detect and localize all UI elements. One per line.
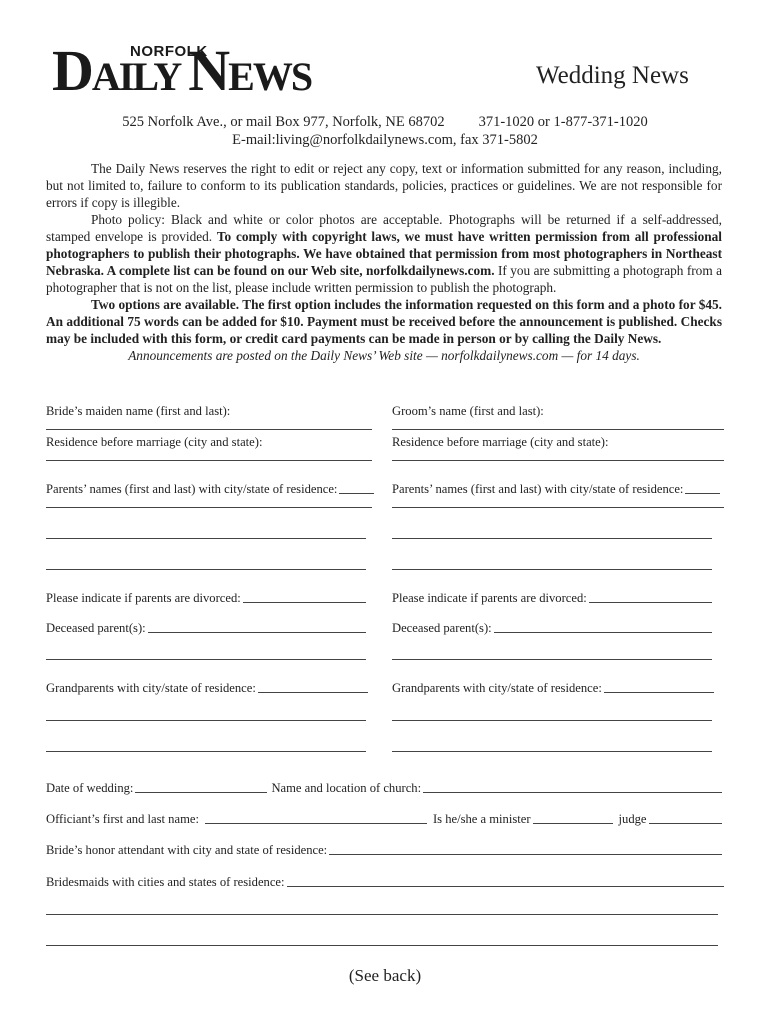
bride-grandparents-label: Grandparents with city/state of residence: [46, 681, 256, 695]
bride-residence-field[interactable] [46, 432, 366, 450]
minister-label: Is he/she a minister [432, 812, 531, 826]
judge-label: judge [618, 812, 647, 826]
logo-word-ews: EWS [228, 54, 312, 99]
church-line[interactable] [423, 791, 722, 793]
logo-letter-n: N [188, 38, 229, 103]
intro-text [46, 160, 722, 364]
phone-numbers: 371-1020 or 1-877-371-1020 [478, 114, 648, 130]
groom-name-label: Groom’s name (first and last): [392, 404, 544, 418]
minister-line[interactable] [533, 822, 613, 824]
editing-policy: The Daily News reserves the right to edit or reject any copy, text or information submitted for any reason, including, but not limited to, failure to conform to its publication standards, policies, practices or guidelines. We are not responsible for errors if copy is illegible. [46, 161, 722, 210]
bride-deceased-label: Deceased parent(s): [46, 621, 146, 635]
bridesmaids-field[interactable] [46, 872, 724, 890]
bridesmaids-line-2[interactable] [46, 914, 718, 915]
bride-parents-line-4[interactable] [46, 569, 366, 570]
bride-name-line[interactable] [46, 429, 372, 430]
judge-line[interactable] [649, 822, 722, 824]
bride-divorced-label: Please indicate if parents are divorced: [46, 591, 241, 605]
bridesmaids-label: Bridesmaids with cities and states of residence: [46, 875, 285, 889]
logo-norfolk: NORFOLK [130, 43, 208, 60]
see-back-note: (See back) [348, 966, 422, 985]
honor-attendant-field[interactable] [46, 840, 722, 858]
officiant-label: Officiant’s first and last name: [46, 812, 199, 826]
officiant-line[interactable] [205, 822, 427, 824]
groom-parents-line-4[interactable] [392, 569, 712, 570]
date-of-wedding-line[interactable] [135, 791, 267, 793]
wedding-date-church-row [46, 778, 722, 796]
mailing-address: 525 Norfolk Ave., or mail Box 977, Norfolk, NE 68702 [122, 114, 445, 130]
church-label: Name and location of church: [271, 781, 422, 795]
honor-attendant-label: Bride’s honor attendant with city and state of residence: [46, 843, 328, 857]
bride-grandparents-line-3[interactable] [46, 751, 366, 752]
bride-residence-label: Residence before marriage (city and state): [46, 435, 263, 449]
norfolk-daily-news-logo [52, 40, 352, 102]
officiant-row [46, 809, 722, 827]
groom-parents-line-3[interactable] [392, 538, 712, 539]
groom-grandparents-line-3[interactable] [392, 751, 712, 752]
groom-deceased-label: Deceased parent(s): [392, 621, 492, 635]
bride-deceased-parents-field[interactable] [46, 618, 366, 636]
date-of-wedding-label: Date of wedding: [46, 781, 134, 795]
groom-deceased-line-2[interactable] [392, 659, 712, 660]
groom-name-field[interactable] [392, 401, 722, 419]
bride-parents-divorced-field[interactable] [46, 588, 366, 606]
bride-parents-field[interactable] [46, 479, 374, 497]
bride-grandparents-field[interactable] [46, 678, 368, 696]
bride-grandparents-line-2[interactable] [46, 720, 366, 721]
groom-divorced-label: Please indicate if parents are divorced: [392, 591, 587, 605]
groom-residence-field[interactable] [392, 432, 722, 450]
bride-parents-line-2[interactable] [46, 507, 372, 508]
email-line: E-mail:living@norfolkdailynews.com, fax 371-5802 [232, 132, 538, 148]
bride-name-field[interactable] [46, 401, 366, 419]
groom-parents-field[interactable] [392, 479, 720, 497]
logo-word-aily: AILY [91, 54, 181, 99]
web-posting-note: Announcements are posted on the Daily News’ Web site — norfolkdailynews.com — for 14 days. [128, 348, 640, 363]
bride-name-label: Bride’s maiden name (first and last): [46, 404, 231, 418]
form-title: Wedding News [536, 62, 689, 89]
bride-residence-line[interactable] [46, 460, 372, 461]
logo-letter-d: D [52, 38, 92, 103]
groom-deceased-parents-field[interactable] [392, 618, 712, 636]
groom-grandparents-field[interactable] [392, 678, 714, 696]
groom-parents-divorced-field[interactable] [392, 588, 712, 606]
groom-parents-line-2[interactable] [392, 507, 724, 508]
bride-deceased-line-2[interactable] [46, 659, 366, 660]
address-line [0, 114, 770, 131]
pricing-options: Two options are available. The first option includes the information requested on this form and a photo for $45. An additional 75 words can be added for $10. Payment must be received before the announcement is published. Checks may be included with this form, or credit card payments can be made in person or by calling the Daily News. [46, 297, 722, 346]
photo-policy: Photo policy: Black and white or color photos are acceptable. Photographs will be returned if a self-addressed, stamped envelope is provided. To comply with copyright laws, we must have written permission from all professional photographers to publish their photographs. We have obtained that permission from most photographers in Northeast Nebraska. A complete list can be found on our Web site, norfolkdailynews.com. If you are submitting a photograph from a photographer that is not on the list, please include written permission to publish the photograph. [46, 212, 722, 295]
groom-grandparents-label: Grandparents with city/state of residence: [392, 681, 602, 695]
bride-parents-label: Parents’ names (first and last) with city/state of residence: [46, 482, 338, 496]
groom-name-line[interactable] [392, 429, 724, 430]
groom-residence-line[interactable] [392, 460, 724, 461]
bride-parents-line-3[interactable] [46, 538, 366, 539]
groom-parents-label: Parents’ names (first and last) with city/state of residence: [392, 482, 684, 496]
groom-grandparents-line-2[interactable] [392, 720, 712, 721]
bridesmaids-line-3[interactable] [46, 945, 718, 946]
groom-residence-label: Residence before marriage (city and state): [392, 435, 609, 449]
